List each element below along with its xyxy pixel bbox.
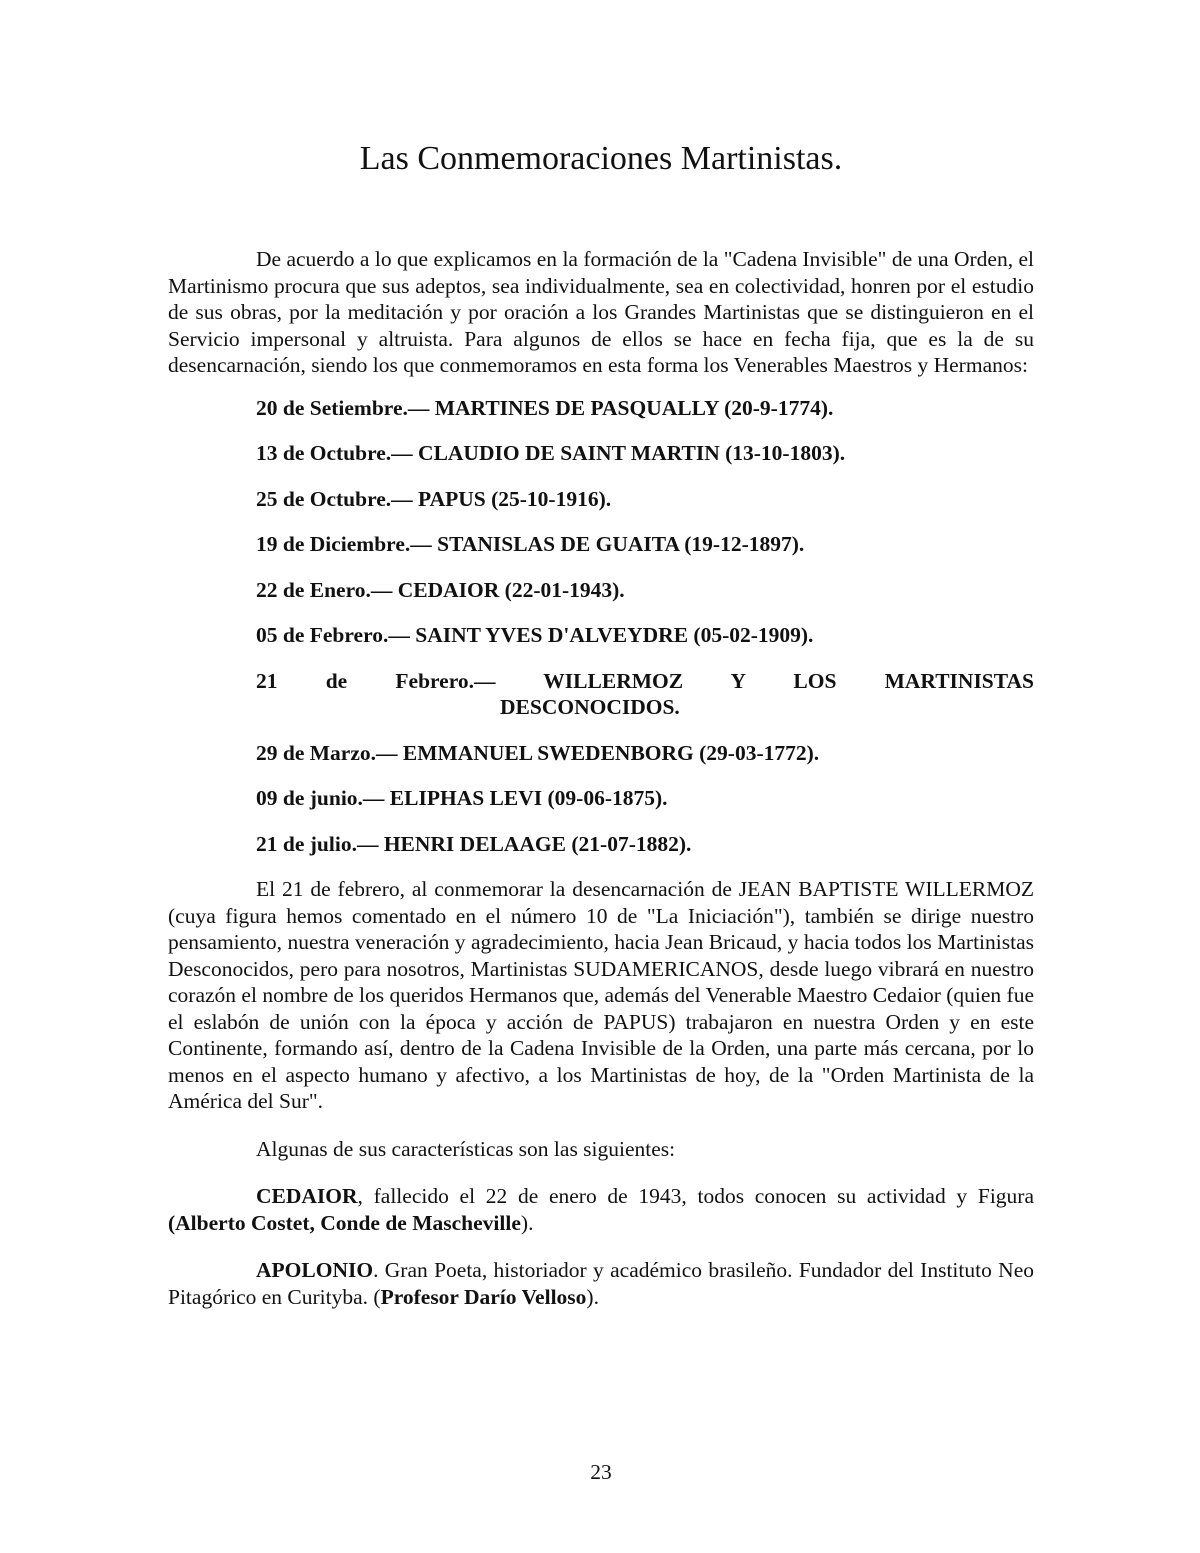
intro-paragraph: De acuerdo a lo que explicamos en la formación de la "Cadena Invisible" de una Orden, el Martinismo procura que sus adeptos, sea individualmente, sea en colectividad, honren por el estudio de sus obras, por la meditación y por oración a los Grandes Martinistas que se distinguieron en el Servicio impersonal y altruista. Para algunos de ellos se hace en fecha fija, que es la de su desencarnación, siendo los que conmemoramos en esta forma los Venerables Maestros y Hermanos: [168,247,1034,377]
commemoration-item-willermoz [256,668,1034,721]
characteristics-intro: Algunas de sus características son las siguientes: [256,1136,676,1161]
cedaior-name: CEDAIOR [256,1184,358,1208]
apolonio-real-name: Profesor Darío Velloso [380,1284,587,1309]
commemoration-line: 21 de Febrero.— WILLERMOZ Y LOS MARTINISTAS [256,668,1034,693]
document-body [168,246,1034,1310]
commemoration-item: 13 de Octubre.— CLAUDIO DE SAINT MARTIN (13-10-1803). [256,441,846,465]
apolonio-close: ). [586,1284,599,1309]
willermoz-paragraph: El 21 de febrero, al conmemorar la desencarnación de JEAN BAPTISTE WILLERMOZ (cuya figura hemos comentado en el número 10 de "La Iniciación"), también se dirige nuestro pensamiento, nuestra veneración y agradecimiento, hacia Jean Bricaud, y hacia todos los Martinistas Desconocidos, pero para nosotros, Martinistas SUDAMERICANOS, desde luego vibrará en nuestro corazón el nombre de los queridos Hermanos que, además del Venerable Maestro Cedaior (quien fue el eslabón de unión con la época y acción de PAPUS) trabajaron en nuestra Orden y en este Continente, formando así, dentro de la Cadena Invisible de la Orden, una parte más cercana, por lo menos en el aspecto humano y afectivo, a los Martinistas de hoy, de la "Orden Martinista de la América del Sur". [168,877,1034,1113]
apolonio-text: . Gran Poeta, historiador y académico brasileño. Fundador del Instituto Neo Pitagórico en Curityba. ( [168,1258,1034,1309]
cedaior-text: , fallecido el 22 de enero de 1943, todos conocen su actividad y Figura [357,1184,1034,1208]
commemoration-item: 22 de Enero.— CEDAIOR (22-01-1943). [256,577,625,602]
cedaior-real-name: (Alberto Costet, Conde de Mascheville [168,1210,521,1235]
commemoration-item: 05 de Febrero.— SAINT YVES D'ALVEYDRE (05-02-1909). [256,623,814,647]
apolonio-name: APOLONIO [256,1258,374,1282]
document-page [168,0,1034,1553]
cedaior-paragraph [168,1183,1034,1236]
apolonio-paragraph [168,1257,1034,1310]
commemoration-item: 19 de Diciembre.— STANISLAS DE GUAITA (19-12-1897). [256,532,805,556]
cedaior-close: ). [520,1210,534,1235]
commemoration-item: 21 de julio.— HENRI DELAAGE (21-07-1882). [256,831,692,856]
page-number: 23 [590,1460,612,1484]
commemoration-item: 25 de Octubre.— PAPUS (25-10-1916). [256,486,612,511]
commemoration-list [256,395,1034,858]
commemoration-item: 09 de junio.— ELIPHAS LEVI (09-06-1875). [256,786,668,810]
page-title: Las Conmemoraciones Martinistas. [359,140,843,177]
commemoration-continuation: DESCONOCIDOS. [500,695,680,719]
commemoration-item: 20 de Setiembre.— MARTINES DE PASQUALLY (20-9-1774). [256,395,834,420]
commemoration-item: 29 de Marzo.— EMMANUEL SWEDENBORG (29-03-1772). [256,740,820,765]
